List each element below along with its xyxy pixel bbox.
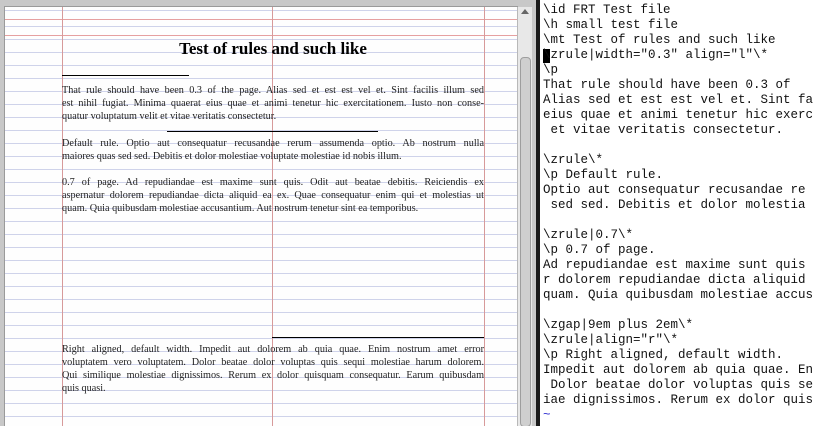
editor-line[interactable]: eius quae et animi tenetur hic exerc	[543, 108, 814, 122]
right-margin-guide	[484, 7, 485, 426]
text-line: quatur voluptatum velit et vitae veritatis consectetur.	[62, 111, 277, 122]
text-line: maiores quas sed sed. Debitis et dolor molestiae voluptate molestiae id nobis illum.	[62, 151, 402, 162]
scrollbar-thumb[interactable]	[520, 57, 531, 426]
empty-line-marker: ~	[543, 408, 551, 422]
editor-line[interactable]: Alias sed et est est vel et. Sint fa	[543, 93, 814, 107]
editor-line[interactable]: \p	[543, 63, 559, 77]
paragraph-3	[62, 176, 484, 215]
editor-line[interactable]: \zrule\*	[543, 153, 604, 167]
editor-line[interactable]: \mt Test of rules and such like	[543, 33, 776, 47]
editor-line[interactable]: et vitae veritatis consectetur.	[543, 123, 784, 137]
editor-line[interactable]: \p Default rule.	[543, 168, 664, 182]
editor-line[interactable]: \p 0.7 of page.	[543, 243, 656, 257]
text-line: quis quasi.	[62, 383, 106, 394]
editor-line[interactable]: Impedit aut dolorem ab quia quae. En	[543, 363, 814, 377]
text-line: aspernatur dolorem repudiandae dicta aliquid ea ex. Quae consequatur enim qui et molestias ut	[62, 190, 484, 201]
text-line: That rule should have been 0.3 of the page. Alias sed et est est vel et. Sint facilis illum sed	[62, 85, 484, 96]
rule-default	[167, 131, 378, 132]
editor-line[interactable]	[543, 213, 813, 228]
editor-line[interactable]: iae dignissimos. Rerum ex dolor quis	[543, 393, 814, 407]
editor-text[interactable]	[543, 3, 813, 408]
editor-line[interactable]: quam. Quia quibusdam molestiae accus	[543, 288, 814, 302]
rule-right-aligned	[272, 337, 484, 338]
editor-line[interactable]: Ad repudiandae est maxime sunt quis	[543, 258, 806, 272]
rule-left-30-percent	[62, 75, 189, 76]
editor-line[interactable]	[543, 303, 813, 318]
horizontal-guide	[5, 19, 517, 20]
editor-line[interactable]: \zrule|width="0.3" align="l"\*	[543, 48, 769, 62]
text-line: Qui similique molestiae dignissimos. Rerum ex dolor quisquam consequatur. Earum quibusdam	[62, 370, 484, 381]
editor-line[interactable]: \id FRT Test file	[543, 3, 671, 17]
page-preview	[5, 7, 517, 426]
editor-line[interactable]: r dolorem repudiandae dicta aliquid	[543, 273, 806, 287]
text-line: est nihil fugiat. Minima quaerat eius quae et animi tenetur hic exercitationem. Iusto non conse-	[62, 98, 484, 109]
text-line: Default rule. Optio aut consequatur recusandae rerum assumenda optio. Ab nostrum nulla	[62, 138, 484, 149]
editor-line[interactable]: Optio aut consequatur recusandae re	[543, 183, 806, 197]
editor-line[interactable]	[543, 138, 813, 153]
text-line: 0.7 of page. Ad repudiandae est maxime sunt quis. Odit aut beatae debitis. Reiciendis ex	[62, 177, 484, 188]
preview-scrollbar[interactable]	[517, 7, 532, 426]
document-title: Test of rules and such like	[179, 39, 367, 58]
text-line: quam. Quia quibusdam molestiae accusantium. Aut nostrum tenetur sint ea temporibus.	[62, 203, 419, 214]
editor-line[interactable]: \zrule|0.7\*	[543, 228, 634, 242]
editor-line[interactable]: \p Right aligned, default width.	[543, 348, 784, 362]
editor-line[interactable]: \zrule|align="r"\*	[543, 333, 679, 347]
paragraph-2	[62, 137, 484, 163]
horizontal-guide	[5, 35, 517, 36]
editor-line[interactable]: \h small test file	[543, 18, 679, 32]
editor-line[interactable]: Dolor beatae dolor voluptas quis se	[543, 378, 814, 392]
paragraph-4	[62, 343, 484, 395]
editor-line[interactable]: \zgap|9em plus 2em\*	[543, 318, 694, 332]
editor-line[interactable]: sed sed. Debitis et dolor molestia	[543, 198, 806, 212]
scroll-up-arrow-icon[interactable]	[521, 9, 529, 14]
text-line: Right aligned, default width. Impedit aut dolorem ab quia quae. Enim nostrum amet error	[62, 344, 484, 355]
editor-line[interactable]: That rule should have been 0.3 of	[543, 78, 791, 92]
text-line: voluptatem vero voluptatem. Dolor beatae dolor voluptas quis sequi molestiae harum dolorem.	[62, 357, 484, 368]
paragraph-1	[62, 84, 484, 123]
source-editor[interactable]	[540, 0, 825, 426]
